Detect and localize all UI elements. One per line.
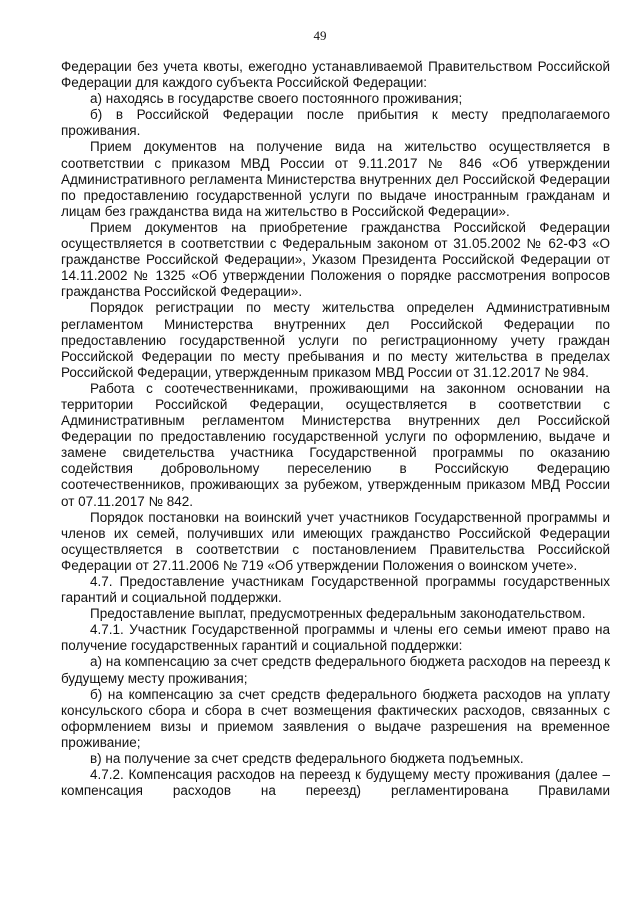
paragraph: Прием документов на получение вида на жительство осуществляется в соответствии с приказом МВД России от 9.11.2017 № 846 «Об утверждении Административного регламента Министерства внутренних дел Российской Федерации по предоставлению государственной услуги по выдаче иностранным гражданам и лицам без гражданства вида на жительство в Российской Федерации». [61,139,610,219]
paragraph: в) на получение за счет средств федерального бюджета подъемных. [90,751,524,767]
paragraph: Работа с соотечественниками, проживающими на законном основании на территории Российской Федерации, осуществляется в соответствии с Административным регламентом Министерства внутренних дел Российской Федерации по предоставлению государственной услуги по оформлению, выдаче и замене свидетельства участника Государственной программы по оказанию содействия добровольному переселению в Российскую Федерацию соотечественников, проживающих за рубежом, утвержденным приказом МВД России от 07.11.2017 № 842. [61,380,610,509]
paragraph: б) в Российской Федерации после прибытия к месту предполагаемого проживания. [61,107,610,139]
paragraph: Федерации без учета квоты, ежегодно устанавливаемой Правительством Российской Федерации для каждого субъекта Российской Федерации: [61,59,610,91]
paragraph: б) на компенсацию за счет средств федерального бюджета расходов на уплату консульского сбора и сбора в счет возмещения фактических расходов, связанных с оформлением визы и приемом заявления о выдаче разрешения на временное проживание; [61,686,610,750]
paragraph: Порядок регистрации по месту жительства определен Административным регламентом Министерства внутренних дел Российской Федерации по предоставлению государственной услуги по регистрационному учету граждан Российской Федерации по месту пребывания и по месту жительства в пределах Российской Федерации, утвержденным приказом МВД России от 31.12.2017 № 984. [61,300,610,380]
paragraph: Порядок постановки на воинский учет участников Государственной программы и членов их семей, получивших или имеющих гражданство Российской Федерации осуществляется в соответствии с постановлением Правительства Российской Федерации от 27.11.2006 № 719 «Об утверждении Положения о воинском учете». [61,509,610,573]
paragraph: а) на компенсацию за счет средств федерального бюджета расходов на переезд к будущему месту проживания; [61,654,610,686]
paragraph: Прием документов на приобретение гражданства Российской Федерации осуществляется в соответствии с Федеральным законом от 31.05.2002 № 62-ФЗ «О гражданстве Российской Федерации», Указом Президента Российской Федерации от 14.11.2002 № 1325 «Об утверждении Положения о порядке рассмотрения вопросов гражданства Российской Федерации». [61,219,610,300]
paragraph: Предоставление выплат, предусмотренных федеральным законодательством. [90,606,586,622]
paragraph: а) находясь в государстве своего постоянного проживания; [90,91,463,107]
page-number: 49 [313,28,327,43]
paragraph: 4.7.2. Компенсация расходов на переезд к будущему месту проживания (далее – компенсация расходов на переезд) регламентирована Правилами [61,767,610,799]
paragraph: 4.7. Предоставление участникам Государственной программы государственных гарантий и социальной поддержки. [61,574,610,606]
paragraph: 4.7.1. Участник Государственной программы и члены его семьи имеют право на получение государственных гарантий и социальной поддержки: [61,622,610,654]
document-body [61,59,610,799]
